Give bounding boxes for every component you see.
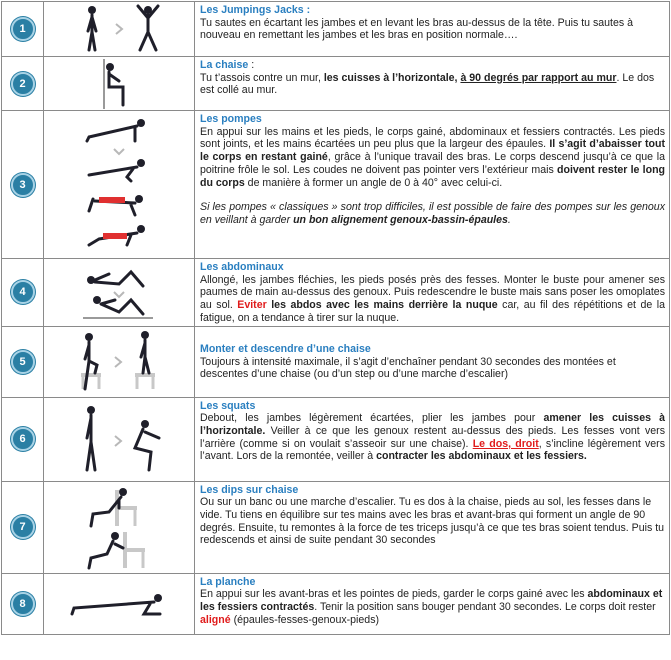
text-italic: Si les pompes « classiques » sont trop difficiles, il est possible de faire des pompes sur les genoux en veillant à garder [200,201,665,226]
exercise-description [200,72,665,97]
step-up-illustration [69,331,169,393]
number-badge: 7 [11,515,35,539]
chair-dips-illustration [79,484,159,570]
squat-illustration [69,402,169,476]
exercise-title-line [200,59,665,72]
number-badge: 1 [11,17,35,41]
number-badge: 6 [11,427,35,451]
number-badge: 4 [11,280,35,304]
description-cell [195,2,670,57]
exercise-description: Ou sur un banc ou une marche d’escalier. Tu es dos à la chaise, pieds au sol, les fesses dans le vide. Tu tiens en équilibre sur tes mains avec les bras et avant-bras qui forment un angle de 90 degrés. Ensuite, tu remontes à la force de tes triceps jusqu’à ce que tes bras soient tendus. Puis tu redescends et ainsi de suite pendant 30 secondes [200,496,665,547]
text-italic: . [507,213,511,226]
text-bold: doivent rester le long du corps [200,163,666,189]
table-row [2,326,670,397]
row-number-cell [2,259,44,327]
text-warning: Eviter [237,299,267,312]
table-row [2,397,670,481]
illustration-cell [44,397,195,481]
text-part: Debout, les jambes légèrement écartées, plier les jambes pour [200,412,544,425]
text-part: . Le dos est collé au mur. [200,71,655,97]
text-part: , s’incline légèrement vers l’avant. Lors de la remontée, veiller à [200,437,665,463]
exercise-title: Les abdominaux [200,261,284,273]
description-cell [195,573,670,634]
title-suffix: : [248,59,255,71]
exercise-description [200,126,665,190]
table-row [2,259,670,327]
text-part: Tu t’assois contre un mur, [200,71,324,84]
table-row [2,57,670,111]
illustration-cell [44,111,195,259]
exercise-tip [200,201,665,226]
row-number-cell [2,57,44,111]
text-bold: les abdos avec les mains derrière la nuque [266,299,498,312]
text-part: Veiller à ce que les genoux restent au-dessus des pieds. Les fesses vont vers l’arrière (comme si on voulait s’asseoir sur une chaise). [200,424,665,450]
illustration-cell [44,573,195,634]
text-bold: contracter les abdominaux et les fessiers. [376,450,587,463]
exercise-table [1,1,670,635]
exercise-title: Les pompes [200,113,262,125]
row-number-cell [2,481,44,573]
text-bold: les cuisses à l’horizontale, [323,71,461,84]
number-badge: 8 [11,592,35,616]
text-part: , grâce à l’unique travail des bras. Le corps descend jusqu’à ce que la poitrine frôle le sol. Les coudes ne doivent pas pointer vers l’extérieur mais [200,151,665,176]
exercise-title: Les dips sur chaise [200,483,299,496]
crunch-illustration [79,262,159,322]
exercise-description [200,274,665,325]
exercise-description: Tu sautes en écartant les jambes et en levant les bras au-dessus de la tête. Puis tu sautes à nouveau en remettant les jambes et les bras en position normale…. [200,16,634,42]
text-part: En appui sur les avant-bras et les pointes de pieds, garder le corps gainé avec les [200,588,588,601]
jumping-jacks-illustration [64,4,174,54]
exercise-title: Les Jumpings Jacks : [200,4,311,16]
description-cell [195,259,670,327]
exercise-title: Monter et descendre d’une chaise [200,342,371,355]
exercise-description [200,412,665,463]
description-cell [195,111,670,259]
text-bold: abdominaux et les fessiers contractés [200,588,663,613]
illustration-cell [44,57,195,111]
exercise-title: La chaise [200,59,249,71]
table-row [2,573,670,634]
text-bold: amener les cuisses à l’horizontale. [200,412,665,437]
illustration-cell [44,326,195,397]
wall-sit-illustration [89,59,149,109]
text-part: (épaules-fesses-genoux-pieds) [230,613,380,626]
text-warning: Le dos, droit [472,437,539,450]
text-part: car, au fil des répétitions et de la fatigue, on a tendance à tirer sur la nuque. [200,299,665,324]
illustration-cell [44,259,195,327]
number-badge: 3 [11,173,35,197]
text-bold-underline: à 90 degrés par rapport au mur [460,71,617,84]
plank-illustration [64,584,174,624]
description-cell [195,57,670,111]
row-number-cell [2,326,44,397]
number-badge: 5 [11,350,35,374]
text-part: Allongé, les jambes fléchies, les pieds posés près des fesses. Monter le buste pour amener ses paumes de main au-dessus des genoux. Puis redescendre le buste mais sans poser les omoplates au sol. [200,273,665,312]
text-warning: aligné [200,613,231,626]
text-part: de manière à former un angle de 0 à 40° avec celui-ci. [244,176,503,189]
exercise-title: Les squats [200,399,256,412]
table-row [2,111,670,259]
text-part: En appui sur les mains et les pieds, le corps gainé, abdominaux et fessiers contractés. Les pieds sont joints, et les mains écartées un peu plus que la largeur des épaules. [200,125,665,151]
illustration-cell [44,2,195,57]
description-cell [195,481,670,573]
row-number-cell [2,111,44,259]
text-part: . Tenir la position sans bouger pendant 30 secondes. Le corps doit rester [314,600,656,613]
exercise-title: La planche [200,575,256,588]
table-row [2,481,670,573]
number-badge: 2 [11,72,35,96]
row-number-cell [2,397,44,481]
description-cell [195,326,670,397]
row-number-cell [2,2,44,57]
text-italic-bold: un bon alignement genoux-bassin-épaules [293,213,508,226]
description-cell [195,397,670,481]
push-up-illustration [79,115,159,255]
table-row [2,2,670,57]
row-number-cell [2,573,44,634]
illustration-cell [44,481,195,573]
exercise-description [200,588,665,626]
text-bold: Il s’agit d’abaisser tout le corps en restant gainé [200,138,666,164]
exercise-description: Toujours à intensité maximale, il s’agit d’enchaîner pendant 30 secondes des montées et descentes d’une chaise (ou d’un step ou d’une marche d’escalier) [200,355,616,381]
